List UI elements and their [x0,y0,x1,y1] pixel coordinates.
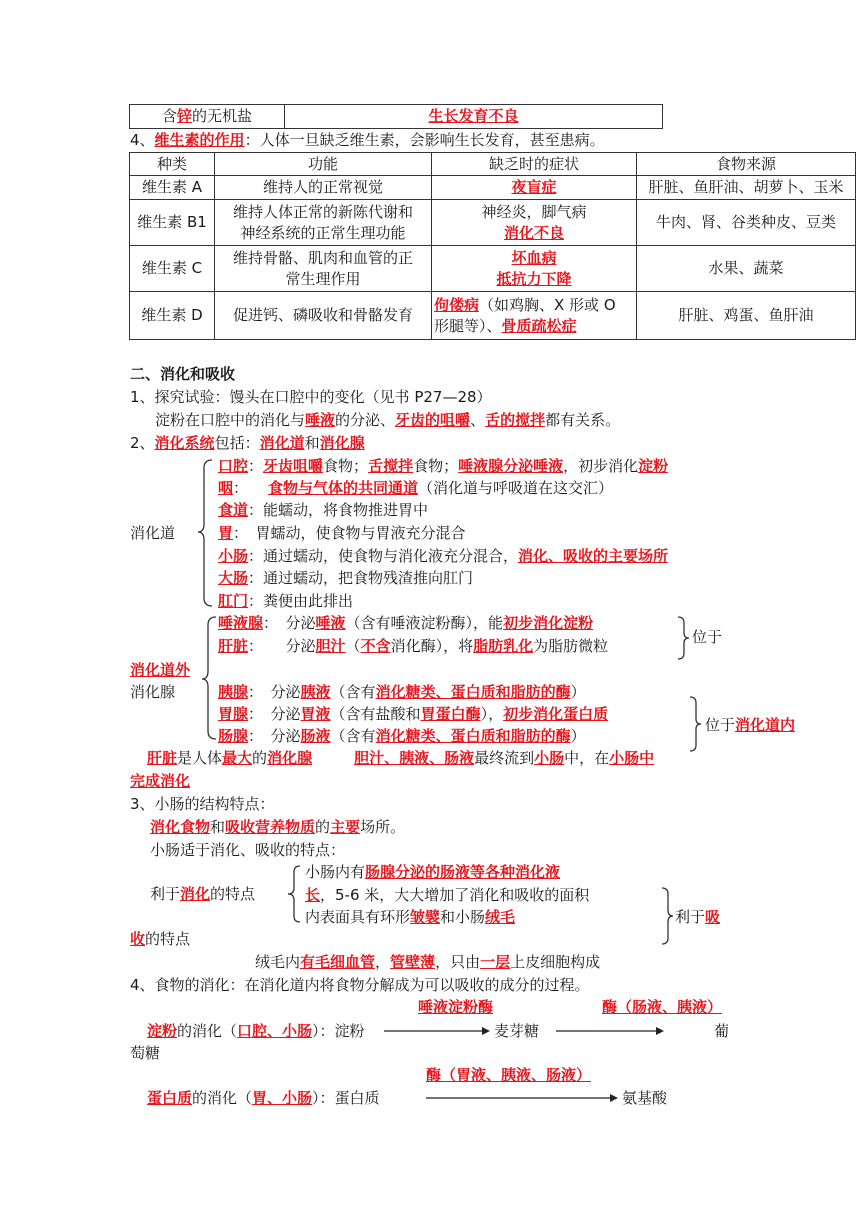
intestinal-c: 肠液 [300,727,331,745]
row-vitamin-c [130,246,856,292]
zinc-effect-cell [285,105,663,129]
vitamin-table [129,152,856,340]
saliva-a: 唾液腺 [218,614,264,632]
vit-d-sym-b: （如鸡胸、X 形或 O [479,295,616,314]
vit-a-sym: 夜盲症 [511,178,557,196]
liver-f: 消化酶），将 [390,637,474,655]
ll-j: 小肠中 [609,749,655,767]
vit-c-sym-cell [432,246,637,292]
pancreas-e: 消化糖类、蛋白质和脂肪的酶 [375,683,571,701]
vit-a-food: 肝脏、鱼肝油、胡萝卜、玉米 [637,176,856,200]
gastric-f: ）， [480,705,504,723]
vit-b1-sym2: 消化不良 [503,223,564,242]
zinc-label-post: 的无机盐 [192,107,253,125]
tract-esophagus [218,499,428,521]
liver-line [147,747,654,769]
digest-brace [286,864,302,924]
p3-rd: 的特点 [145,930,191,948]
vit-b1-sym-cell [432,200,637,246]
enzyme-salivary-amylase: 唾液淀粉酶 [418,998,494,1016]
p1-l2c: 的分泌、 [335,411,396,429]
p1-l2b: 唾液 [305,411,336,429]
pharynx-c: 食物与气体的共同通道 [268,479,419,497]
p3-v1c: ， [375,953,391,971]
pos2a: 位于 [705,716,736,734]
saliva-e: 初步消化淀粉 [503,614,594,632]
gland-gastric [218,703,608,725]
p3-b3c: 和小肠 [440,908,486,926]
p3-l1f: 场所。 [360,818,406,836]
p1-text: 1、探究试验：馒头在口腔中的变化（见书 P27—28） [130,388,492,406]
tract-stomach [218,522,466,544]
p3-b3b: 皱襞 [410,908,441,926]
liver-c: 胆汁 [315,637,346,655]
ll-h: 小肠 [534,749,565,767]
p1-line2 [155,409,620,431]
arrow-maltose-glucose [556,1024,664,1038]
eso-a: 食道 [218,501,249,519]
zinc-table [129,104,663,129]
vit-c-func2: 常生理作用 [285,269,361,288]
header-food: 食物来源 [637,153,856,176]
p2-d: 消化道 [259,434,305,452]
glucose-part1: 葡 [714,1022,730,1040]
vit-d-sym-d: 骨质疏松症 [501,316,577,335]
tract-pharynx [218,477,613,499]
liver-a: 肝脏 [218,637,249,655]
intestinal-f: ） [570,727,586,745]
gland-salivary [218,612,593,634]
p3-rc: 收 [130,930,146,948]
p1-l2f: 舌的搅拌 [485,411,546,429]
vit-d-func: 促进钙、磷吸收和骨骼发育 [215,292,432,340]
tract-label: 消化道 [130,524,176,542]
gastric-g: 初步消化蛋白质 [503,705,609,723]
p3-line1 [150,816,405,838]
anus-a: 肛门 [218,592,249,610]
vit-c-func-cell [215,246,432,292]
p3-b3d: 绒毛 [485,908,516,926]
tract-small-intestine [218,545,668,567]
p3-b1a: 小肠内有 [305,863,366,881]
starch-line [147,1020,365,1042]
p2-e: 和 [304,434,320,452]
intestinal-a: 肠腺 [218,727,249,745]
row-vitamin-b1 [130,200,856,246]
mouth-b: ： [248,457,264,475]
li-a: 大肠 [218,569,249,587]
mouth-h: ，初步消化 [563,457,639,475]
tract-mouth [218,455,668,477]
p3-l1a: 消化食物 [150,818,211,836]
p2-line [130,432,365,454]
p3-b2a: 长 [305,886,321,904]
p3-b2b: ，5-6 米，大大增加了消化和吸收的面积 [320,886,590,904]
arrow-protein-amino [426,1091,618,1105]
p3-villi [255,951,600,973]
p2-c: 包括： [214,434,260,452]
p2-f: 消化腺 [319,434,365,452]
p3-v1g: 上皮细胞构成 [510,953,601,971]
ll-i: 中，在 [564,749,610,767]
ll-c: 最大 [222,749,253,767]
ll-f: 胆汁、胰液、肠液 [354,749,475,767]
gastric-b: ： 分泌 [248,705,301,723]
p4-p3: 胃、小肠 [252,1089,313,1107]
gastric-c: 胃液 [300,705,331,723]
p1-l2g: 都有关系。 [545,411,621,429]
enzyme-intestinal-pancreatic: 酶（肠液、胰液） [602,998,723,1016]
liver-h: 为脂肪微粒 [533,637,609,655]
p3-favor-absorb-cont [130,928,190,950]
section2-title: 二、消化和吸收 [130,365,236,383]
p4-s1: 淀粉 [147,1022,178,1040]
p3-rb: 吸 [705,908,721,926]
tract-brace [196,458,216,610]
s4-rest: ：人体一旦缺乏维生素，会影响生长发育，甚至患病。 [244,131,605,149]
vit-c-func1: 维持骨骼、肌肉和血管的正 [232,248,413,267]
p4-s4: ）：淀粉 [312,1022,365,1040]
header-function: 功能 [215,153,432,176]
ll-a: 肝脏 [147,749,178,767]
anus-b: ：粪便由此排出 [248,592,354,610]
intestinal-e: 消化糖类、蛋白质和脂肪的酶 [375,727,571,745]
row-vitamin-d [130,292,856,340]
pharynx-d: （消化道与呼吸道在这交汇） [418,479,614,497]
si-c: 消化、吸收的主要场所 [518,547,669,565]
p3-v1e: ，只由 [435,953,481,971]
p3-fb: 消化 [180,885,211,903]
intestinal-d: （含有 [330,727,376,745]
p3-fc: 的特点 [210,885,256,903]
p3-v1d: 管壁薄 [390,953,436,971]
p1-l2e: 、 [470,411,486,429]
row-vitamin-a [130,176,856,200]
glands-outside: 消化道外 [130,661,191,679]
p4-p2: 的消化（ [192,1089,253,1107]
pharynx-b: ： [233,479,249,497]
outside-brace [676,615,690,661]
p3-favor-absorb [675,906,720,928]
gastric-d: （含有盐酸和 [330,705,421,723]
vit-c-sym1: 坏血病 [511,248,557,267]
p3-l1d: 的 [315,818,331,836]
ll-g: 最终流到 [474,749,535,767]
vit-a-sym-cell [432,176,637,200]
p2-b: 消化系统 [154,434,215,452]
saliva-b: ： 分泌 [263,614,316,632]
p3-b1 [305,861,560,883]
p3-b2 [305,884,589,906]
mouth-e: 舌搅拌 [368,457,414,475]
mouth-c: 牙齿咀嚼 [263,457,324,475]
glands-pos1: 位于 [692,628,723,646]
p3-line2: 小肠适于消化、吸收的特点： [150,841,346,859]
glucose-part2: 萄糖 [130,1044,161,1062]
vit-c-sym2: 抵抗力下降 [496,269,572,288]
liver-e: 不含 [360,637,391,655]
absorb-brace [660,886,674,946]
p1-l2d: 牙齿的咀嚼 [395,411,471,429]
p4-s3: 口腔、小肠 [237,1022,313,1040]
intestinal-b: ： 分泌 [248,727,301,745]
vit-b1-sym1: 神经炎，脚气病 [481,202,587,221]
p3-l1e: 主要 [330,818,361,836]
gland-pancreas [218,681,586,703]
p3-l1c: 吸收营养物质 [225,818,316,836]
maltose: 麦芽糖 [494,1022,540,1040]
vit-d-sym-c: 形腿等）、 [434,316,502,335]
p4-s2: 的消化（ [177,1022,238,1040]
zinc-label-pre: 含 [161,107,177,125]
tract-anus [218,590,353,612]
inside-brace [688,695,702,753]
vit-d-name: 维生素 D [130,292,215,340]
amino-acid: 氨基酸 [622,1089,668,1107]
pancreas-c: 胰液 [300,683,331,701]
p2-a: 2、 [130,434,155,452]
pancreas-d: （含有 [330,683,376,701]
li-b: ：通过蠕动，把食物残渣推向肛门 [248,569,474,587]
mouth-f: 食物； [413,457,459,475]
vit-d-sym-cell [432,292,637,340]
gastric-e: 胃蛋白酶 [420,705,481,723]
p3-favor-digest [150,883,255,905]
vit-d-sym-a: 佝偻病 [434,295,480,314]
header-kind: 种类 [130,153,215,176]
vit-b1-food: 牛肉、肾、谷类种皮、豆类 [637,200,856,246]
pharynx-a: 咽 [218,479,234,497]
tract-large-intestine [218,567,473,589]
gastric-a: 胃腺 [218,705,249,723]
si-b: ：通过蠕动，使食物与消化液充分混合， [248,547,519,565]
p3-v1f: 一层 [480,953,511,971]
glands-brace [200,615,218,745]
gland-intestinal [218,725,586,747]
p3-b3 [305,906,515,928]
eso-b: ：能蠕动，将食物推进胃中 [248,501,429,519]
enzyme-protein: 酶（胃液、胰液、肠液） [426,1066,592,1084]
p4-title: 4、食物的消化：在消化道内将食物分解成为可以吸收的成分的过程。 [130,976,590,994]
glands-label: 消化腺 [130,683,176,701]
saliva-d: （含有唾液淀粉酶），能 [345,614,504,632]
glands-pos2 [705,714,795,736]
p3-fa: 利于 [150,885,181,903]
p3-ra: 利于 [675,908,706,926]
arrow-starch-maltose [384,1024,490,1038]
s4-num: 4、 [130,131,155,149]
ll-e: 消化腺 [267,749,313,767]
liver-g: 脂肪乳化 [473,637,534,655]
p3-l1b: 和 [210,818,226,836]
zinc-label-cell [130,105,285,129]
pos2b: 消化道内 [735,716,796,734]
vit-c-name: 维生素 C [130,246,215,292]
p4-p1: 蛋白质 [147,1089,193,1107]
liver-line-cont: 完成消化 [130,772,191,790]
p3-v1b: 有毛细血管 [300,953,376,971]
p1-l2a: 淀粉在口腔中的消化与 [155,411,306,429]
vit-a-func: 维持人的正常视觉 [215,176,432,200]
p3-title: 3、小肠的结构特点： [130,795,275,813]
mouth-d: 食物； [323,457,369,475]
vit-b1-func2: 神经系统的正常生理功能 [240,223,406,242]
protein-line [147,1087,380,1109]
vit-b1-name: 维生素 B1 [130,200,215,246]
p4-p4: ）：蛋白质 [312,1089,380,1107]
vit-b1-func-cell [215,200,432,246]
gland-liver [218,635,608,657]
p3-v1a: 绒毛内 [255,953,301,971]
mouth-a: 口腔 [218,457,249,475]
vit-a-name: 维生素 A [130,176,215,200]
ll-d: 的 [252,749,268,767]
zinc-effect: 生长发育不良 [428,107,519,125]
saliva-c: 唾液 [315,614,346,632]
section4-heading [130,129,605,151]
pancreas-b: ： 分泌 [248,683,301,701]
liver-b: ： 分泌 [248,637,316,655]
vit-c-food: 水果、蔬菜 [637,246,856,292]
header-symptom: 缺乏时的症状 [432,153,637,176]
mouth-g: 唾液腺分泌唾液 [458,457,564,475]
pancreas-f: ） [570,683,586,701]
mouth-i: 淀粉 [638,457,669,475]
p3-b3a: 内表面具有环形 [305,908,411,926]
stomach-a: 胃 [218,524,234,542]
p3-b1b: 肠腺分泌的肠液等各种消化液 [365,863,561,881]
pancreas-a: 胰腺 [218,683,249,701]
si-a: 小肠 [218,547,249,565]
zinc-label-red: 锌 [176,107,192,125]
s4-title: 维生素的作用 [154,131,245,149]
stomach-b: ： 胃蠕动，使食物与胃液充分混合 [233,524,466,542]
ll-b: 是人体 [177,749,223,767]
vit-d-food: 肝脏、鸡蛋、鱼肝油 [637,292,856,340]
vit-b1-func1: 维持人体正常的新陈代谢和 [232,202,413,221]
liver-d: （ [345,637,361,655]
